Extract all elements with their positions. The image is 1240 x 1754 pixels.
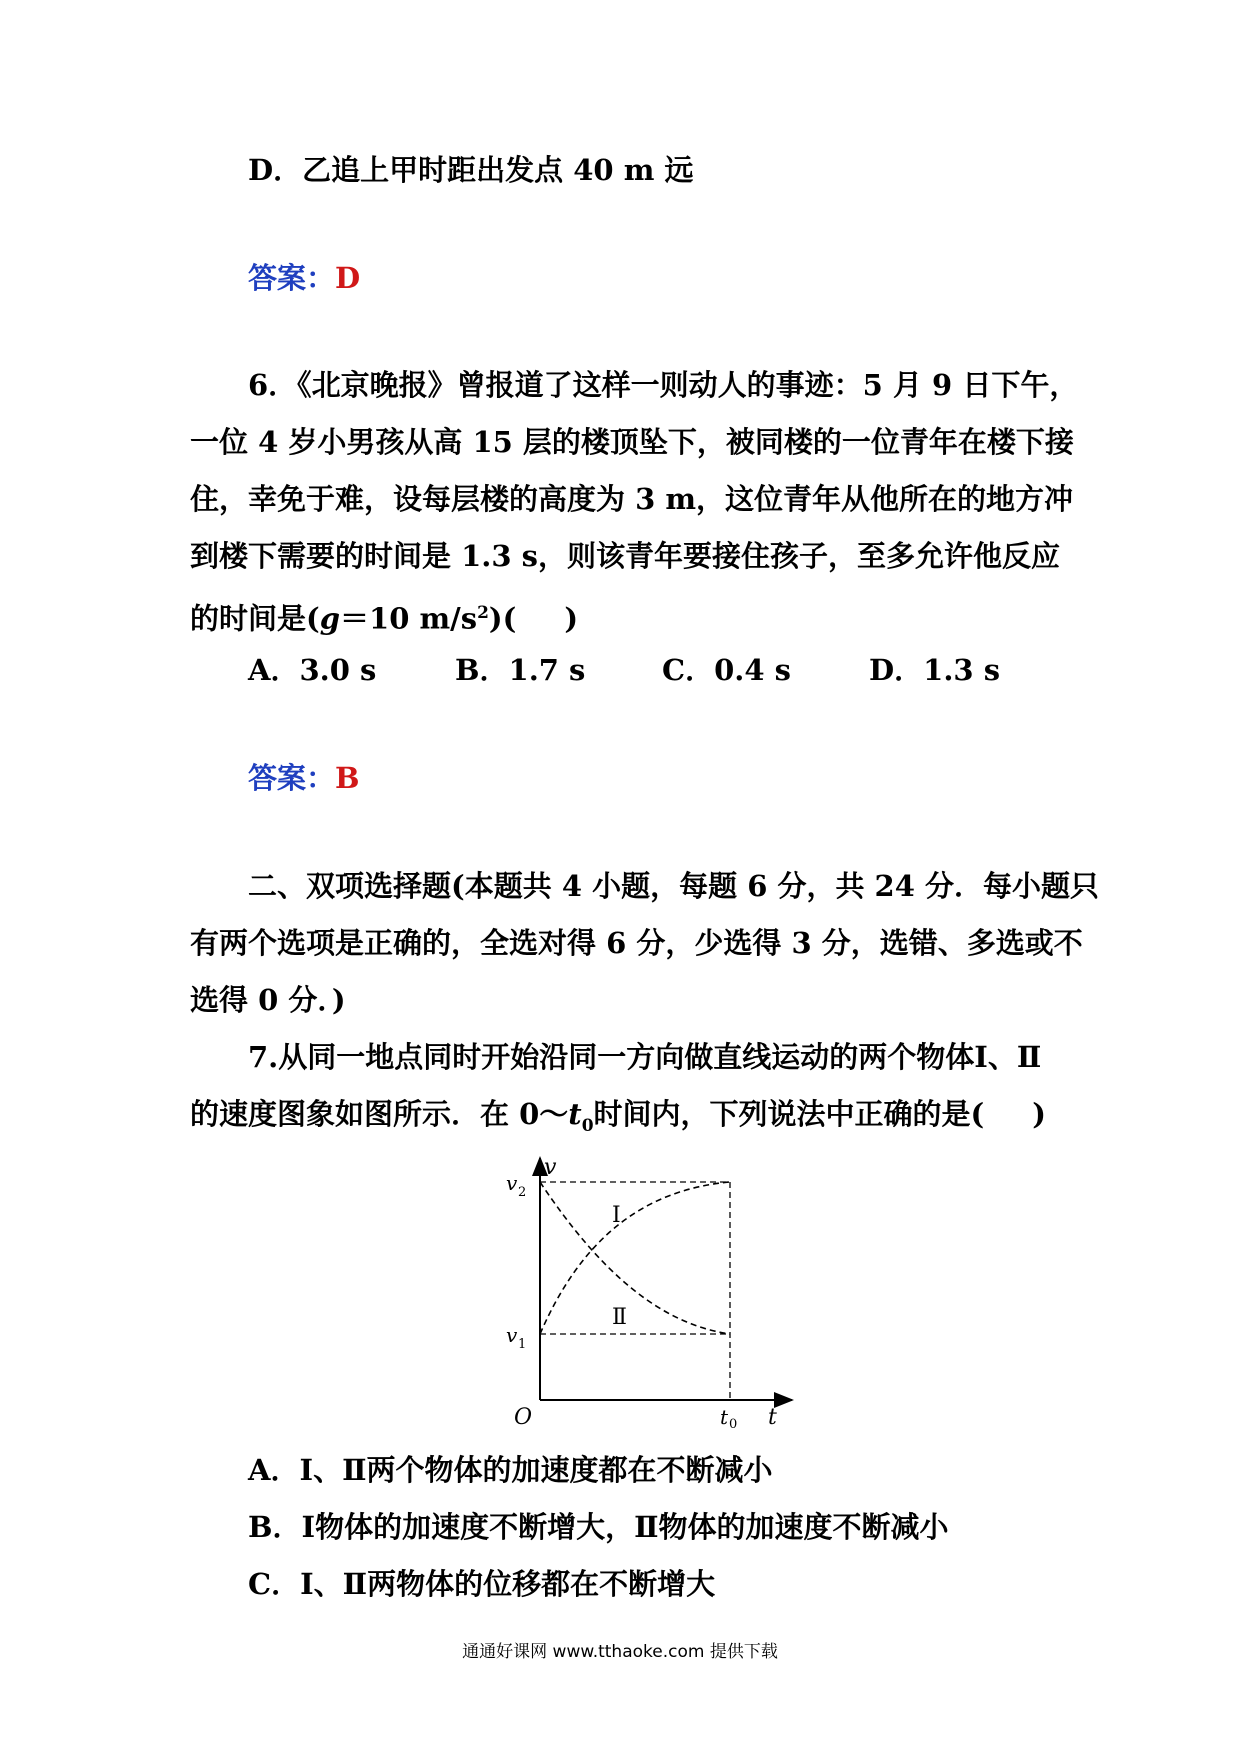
curve-2-label: Ⅱ xyxy=(612,1305,627,1330)
v2-label: v xyxy=(506,1171,518,1195)
q7-line-1: 7.从同一地点同时开始沿同一方向做直线运动的两个物体Ⅰ、Ⅱ xyxy=(248,1040,1042,1074)
section2-line-3: 选得 0 分．) xyxy=(190,983,346,1017)
curve-1 xyxy=(540,1182,730,1334)
q6-line-3: 住，幸免于难，设每层楼的高度为 3 m，这位青年从他所在的地方冲 xyxy=(190,482,1074,516)
answer-value: B xyxy=(335,761,360,795)
answer-label: 答案： xyxy=(248,761,336,795)
curve-2 xyxy=(540,1182,730,1334)
q7-option-c: C．Ⅰ、Ⅱ两物体的位移都在不断增大 xyxy=(248,1567,716,1601)
answer-value: D xyxy=(335,261,361,295)
origin-label: O xyxy=(514,1405,533,1430)
q6-option-d: D．1.3 s xyxy=(869,653,1001,687)
g-exponent: 2 xyxy=(477,603,489,623)
q6-line-5 xyxy=(190,593,578,639)
close-paren: ) xyxy=(1032,1097,1046,1131)
q6-line-5-suffix: )( xyxy=(488,601,517,636)
q6-line-2: 一位 4 岁小男孩从高 15 层的楼顶坠下，被同楼的一位青年在楼下接 xyxy=(190,425,1074,459)
q7-option-b: B．Ⅰ物体的加速度不断增大，Ⅱ物体的加速度不断减小 xyxy=(248,1510,949,1544)
t0-subscript: 0 xyxy=(581,1115,594,1136)
curve-1-label: Ⅰ xyxy=(612,1203,621,1228)
t0-subscript-figure: 0 xyxy=(729,1417,738,1432)
close-paren: ) xyxy=(564,601,579,636)
v1-label: v xyxy=(506,1323,518,1347)
section2-line-2: 有两个选项是正确的，全选对得 6 分，少选得 3 分，选错、多选或不 xyxy=(190,926,1083,960)
q6-option-c: C．0.4 s xyxy=(662,653,791,687)
answer-label: 答案： xyxy=(248,261,336,295)
q6-line-5-prefix: 的时间是( xyxy=(190,601,320,636)
g-value: ＝10 m/s xyxy=(340,601,478,636)
q5-option-d: D．乙追上甲时距出发点 40 m 远 xyxy=(248,153,694,187)
page-footer: 通通好课网 www.tthaoke.com 提供下载 xyxy=(462,1642,778,1662)
q5-answer xyxy=(248,258,360,298)
g-symbol: g xyxy=(319,601,341,636)
v1-subscript: 1 xyxy=(518,1337,527,1352)
q7-line-2-prefix: 的速度图象如图所示．在 0～ xyxy=(190,1097,569,1131)
t-axis-label: t xyxy=(768,1405,777,1430)
q6-option-a: A．3.0 s xyxy=(248,653,377,687)
q7-line-2-suffix: 时间内，下列说法中正确的是( xyxy=(593,1097,985,1131)
t0-symbol: t xyxy=(568,1097,582,1131)
q7-option-a: A．Ⅰ、Ⅱ两个物体的加速度都在不断减小 xyxy=(248,1453,773,1487)
q6-answer xyxy=(248,758,360,798)
q6-line-4: 到楼下需要的时间是 1.3 s，则该青年要接住孩子，至多允许他反应 xyxy=(190,539,1060,573)
section2-line-1: 二、双项选择题(本题共 4 小题，每题 6 分，共 24 分．每小题只 xyxy=(248,869,1100,903)
q6-line-1: 6．《北京晚报》曾报道了这样一则动人的事迹：5 月 9 日下午， xyxy=(248,368,1079,402)
v2-subscript: 2 xyxy=(518,1185,527,1200)
velocity-time-graph xyxy=(500,1152,800,1432)
q7-line-2 xyxy=(190,1094,1046,1146)
t0-label: t xyxy=(720,1405,729,1429)
q6-option-b: B．1.7 s xyxy=(455,653,586,687)
v-axis-label: v xyxy=(544,1155,557,1180)
